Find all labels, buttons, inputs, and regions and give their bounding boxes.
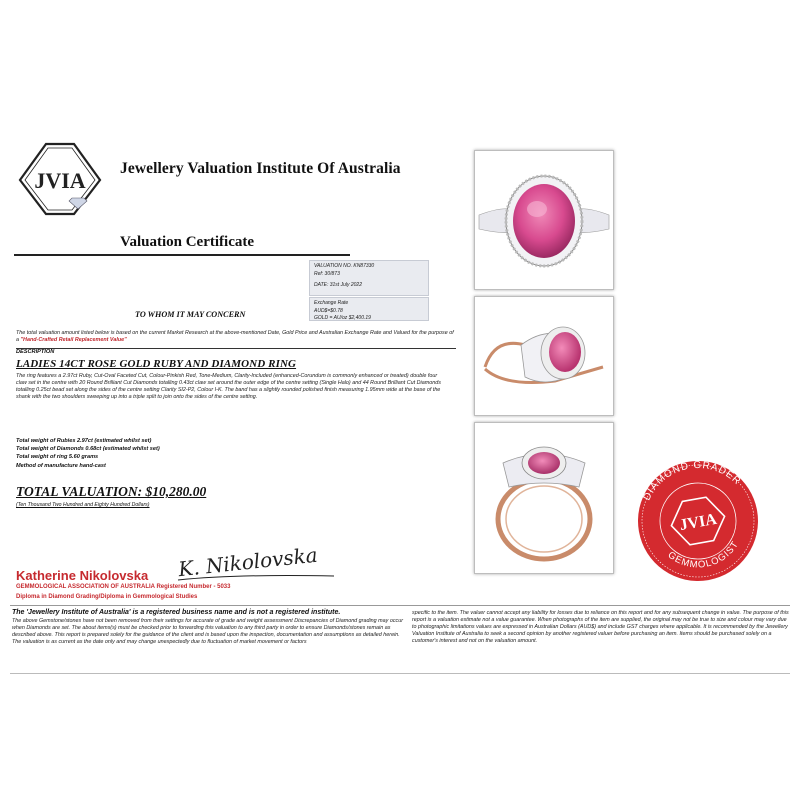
association-line: GEMMOLOGICAL ASSOCIATION OF AUSTRALIA Registered Number - 5033 <box>16 584 231 590</box>
weight-line: Total weight of ring 5.60 grams <box>16 454 99 461</box>
weight-line: Method of manufacture hand-cast <box>16 462 106 469</box>
weight-line: Total weight of Rubies 2.97ct (estimated whilst set) <box>16 438 152 444</box>
signature: K. Nikolovska <box>177 542 319 582</box>
ring-photo-side <box>474 296 614 416</box>
signer-name: Katherine Nikolovska <box>16 568 149 583</box>
diploma-line: Diploma in Diamond Grading/Diploma in Gemmological Studies <box>16 594 198 600</box>
jvia-logo <box>16 140 104 218</box>
gold-price: GOLD = AU/oz $2,400.19 <box>314 315 371 322</box>
certificate-title: Valuation Certificate <box>120 234 255 250</box>
disclaimer-left: The above Gemstone/stones have not been removed from their settings for accurate of grade and weight assessment Discrepancies of Diamond grading may occur when Diamonds are set. The about items(s) must be checked prior to forwarding this valuation to any third party in order to ensure Diamonds/stones remain as described above. This report is prepared solely for the guidance of the client and is based upon the inspection, documentation and assumptions as detailed herein. The valuation is as current as the date only and may change unexpectedly due to fluctuation of market movement or factors <box>12 618 404 645</box>
disclaimer-heading: The 'Jewellery Institute of Australia' is a registered business name and is not a registered institute. <box>12 609 341 616</box>
valuation-info-box <box>309 260 429 296</box>
footer-bottom-divider <box>10 673 790 674</box>
total-valuation-words: (Ten Thousand Two Hundred and Eighty Hundred Dollars) <box>16 502 150 508</box>
valuation-date: DATE: 31st July 2022 <box>314 282 362 289</box>
disclaimer-right: specific to the item. The valuer cannot accept any liability for losses due to reliance on this report and for any subsequent change in value. The purpose of this report is a valuation estimate not a value guarantee. When photographs of the item are supplied, the original may not be true to size and colour may vary due to photographic limitations values are expressed in Australian Dollars (AUD$) and include GST charges where applicable. It is recommended by the Jewellery Valuation Institute of Australia to seek a second opinion by another registered valuer before purchasing an item. Items should be purchased solely on a customer's interest and not on the valuation amount. <box>412 610 789 644</box>
seal-center-text: JVIA <box>678 510 719 535</box>
exchange-label: Exchange Rate <box>314 300 349 306</box>
logo-text: JVIA <box>34 168 86 193</box>
title-divider <box>14 254 350 256</box>
ring-photo-angle <box>474 422 614 574</box>
ring-description: The ring features a 2.97ct Ruby, Cut-Oval Faceted Cut, Colour-Pinkish Red, Tone-Medium, Clarity-Included (enhanced-Corundum is commonly enhanced or treated) double four claw set in the centre with 20 Round Brilliant Cut Diamonds totalling 0.43ct claw set around the outer edge of the centre setting (Single Halo) and 44 Round Brilliant Cut Diamonds totalling 0.25ct bead set along the sides of the centre setting Clarity SI2-P2, Colour I-K. The band has a slightly rounded polished finish measuring 1.95mm wide at the base of the shank with the two shoulders sweeping up into a triple split to join onto the sides of the centre setting. <box>16 373 441 400</box>
description-heading: DESCRIPTION <box>16 348 456 355</box>
seal-bottom-text: GEMMOLOGIST <box>665 539 742 571</box>
institute-name: Jewellery Valuation Institute Of Australia <box>120 160 401 177</box>
exchange-info-box <box>309 297 429 321</box>
intro-purpose: "Hand-Crafted Retail Replacement Value" <box>20 337 127 343</box>
aud-rate: AUD$=$0.78 <box>314 307 343 314</box>
total-valuation: TOTAL VALUATION: $10,280.00 <box>16 484 207 499</box>
ring-title: LADIES 14CT ROSE GOLD RUBY AND DIAMOND RING <box>16 358 297 370</box>
seal-top-text: DIAMOND GRADER <box>641 459 743 503</box>
weights-list <box>16 437 316 470</box>
intro-text: The total valuation amount listed below is based on the current Market Research at the above-mentioned Date, Gold Price and Australian Exchange Rate and Valued for the purpose of a <box>16 330 454 343</box>
diamond-icon <box>69 198 87 209</box>
valuation-number: VALUATION NO. KN87330 <box>314 263 375 269</box>
footer-divider <box>10 605 790 606</box>
weight-line: Total weight of Diamonds 0.68ct (estimated whilst set) <box>16 446 160 453</box>
reference: Ref: 30/873 <box>314 270 340 277</box>
ring-photo-top <box>474 150 614 290</box>
to-whom-heading: TO WHOM IT MAY CONCERN <box>135 310 246 319</box>
signature-underline <box>176 572 336 584</box>
diamond-grader-seal <box>623 455 773 585</box>
intro-paragraph <box>16 330 456 344</box>
